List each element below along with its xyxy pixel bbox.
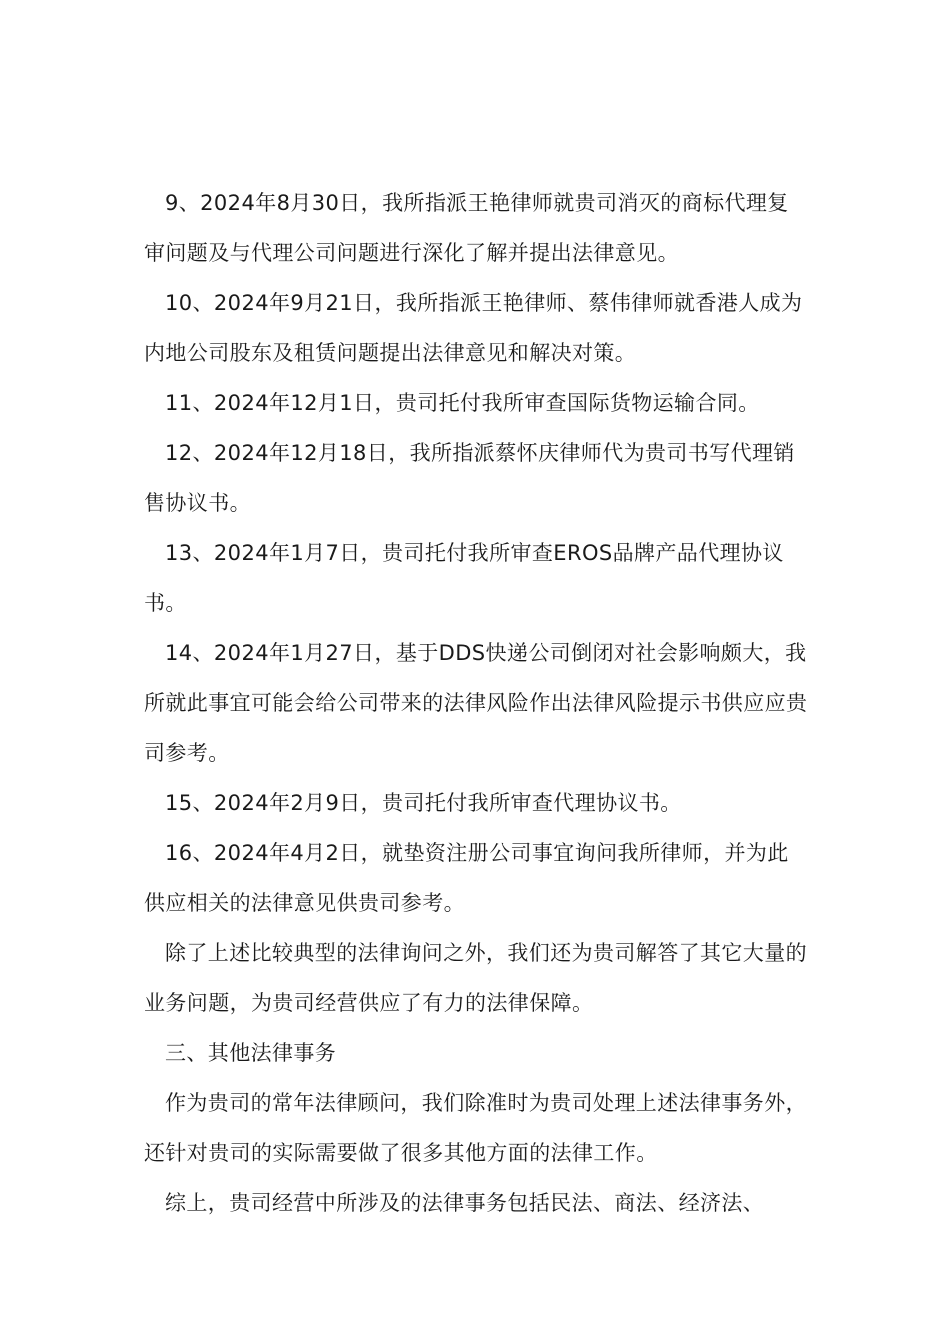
paragraph-item-14: 14、2024年1月27日，基于DDS快递公司倒闭对社会影响颇大，我所就此事宜可能会给公司带来的法律风险作出法律风险提示书供应应贵司参考。	[144, 641, 808, 765]
document-body	[144, 178, 808, 1228]
conclusion-paragraph: 综上，贵司经营中所涉及的法律事务包括民法、商法、经济法、	[165, 1191, 765, 1215]
paragraph-item-9: 9、2024年8月30日，我所指派王艳律师就贵司消灭的商标代理复审问题及与代理公司问题进行深化了解并提出法律意见。	[144, 191, 789, 265]
section-heading: 三、其他法律事务	[165, 1041, 337, 1065]
paragraph-item-11: 11、2024年12月1日，贵司托付我所审查国际货物运输合同。	[165, 391, 760, 415]
paragraph-item-12: 12、2024年12月18日，我所指派蔡怀庆律师代为贵司书写代理销售协议书。	[144, 441, 795, 515]
section-paragraph: 作为贵司的常年法律顾问，我们除准时为贵司处理上述法律事务外，还针对贵司的实际需要做了很多其他方面的法律工作。	[144, 1091, 807, 1165]
paragraph-item-16: 16、2024年4月2日，就垫资注册公司事宜询问我所律师，并为此供应相关的法律意见供贵司参考。	[144, 841, 789, 915]
summary-paragraph: 除了上述比较典型的法律询问之外，我们还为贵司解答了其它大量的业务问题，为贵司经营供应了有力的法律保障。	[144, 941, 807, 1015]
paragraph-item-15: 15、2024年2月9日，贵司托付我所审查代理协议书。	[165, 791, 682, 815]
paragraph-item-10: 10、2024年9月21日，我所指派王艳律师、蔡伟律师就香港人成为内地公司股东及租赁问题提出法律意见和解决对策。	[144, 291, 803, 365]
paragraph-item-13: 13、2024年1月7日，贵司托付我所审查EROS品牌产品代理协议书。	[144, 541, 784, 615]
